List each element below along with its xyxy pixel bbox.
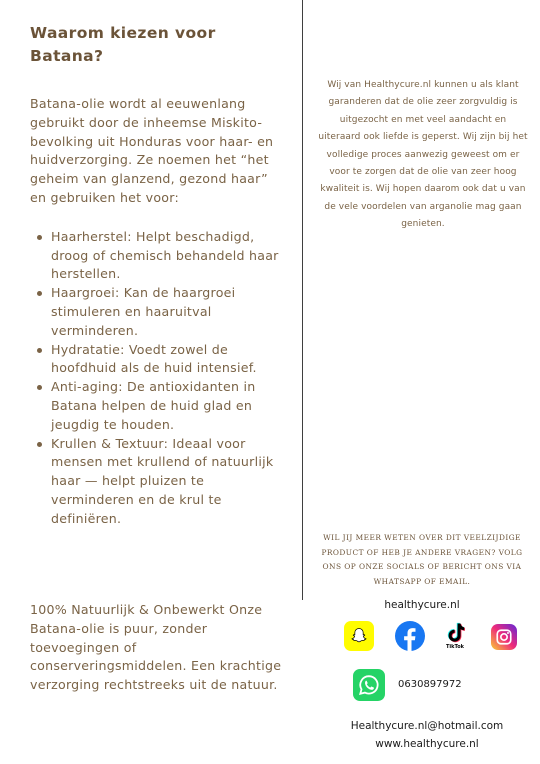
facebook-icon[interactable] — [395, 621, 425, 651]
bullet-icon — [37, 235, 42, 240]
site-link[interactable]: healthycure.nl — [384, 599, 460, 611]
social-icons — [0, 621, 540, 657]
bullet-icon — [37, 348, 42, 353]
list-item: Hydratatie: Voedt zowel de hoofdhuid als de huid intensief. — [30, 341, 288, 379]
list-item: Krullen & Textuur: Ideaal voor mensen met krullend of natuurlijk haar — helpt pluizen te verminderen en de krul te definiëren. — [30, 435, 288, 529]
contact-call-to-action: WIL JIJ MEER WETEN OVER DIT VEELZIJDIGE PRODUCT OF HEB JE ANDERE VRAGEN? VOLG ONS OP ONZE SOCIALS OF BERICHT ONS VIA WHATSAPP OF EMAIL. — [321, 533, 523, 586]
quality-guarantee-text: Wij van Healthycure.nl kunnen u als klant garanderen dat de olie zeer zorgvuldig is uitgezocht en met veel aandacht en uiteraard ook liefde is geperst. Wij zijn bij het volledige proces aanwezig geweest om er voor te zorgen dat de olie van zeer hoog kwaliteit is. Wij hopen daarom ook dat u van de vele voordelen van arganolie mag gaan genieten. — [318, 80, 528, 230]
whatsapp-icon[interactable] — [353, 669, 385, 701]
benefits-list — [30, 228, 288, 529]
website-link[interactable]: www.healthycure.nl — [375, 738, 479, 750]
list-item: Anti-aging: De antioxidanten in Batana helpen de huid glad en jeugdig te houden. — [30, 378, 288, 434]
bullet-icon — [37, 442, 42, 447]
tiktok-label: TikTok — [446, 644, 464, 650]
outro-paragraph: 100% Natuurlijk & Onbewerkt Onze Batana-olie is puur, zonder toevoegingen of conserveringsmiddelen. Een krachtige verzorging rechtstreeks uit de natuur. — [30, 602, 282, 693]
bullet-icon — [37, 291, 42, 296]
intro-paragraph: Batana-olie wordt al eeuwenlang gebruikt door de inheemse Miskito-bevolking uit Honduras voor haar- en huidverzorging. Ze noemen het “het geheim van glanzend, gezond haar” en gebruiken het voor: — [30, 96, 274, 205]
list-item: Haarherstel: Helpt beschadigd, droog of chemisch behandeld haar herstellen. — [30, 228, 288, 284]
left-column — [30, 22, 288, 529]
instagram-icon[interactable] — [491, 624, 517, 650]
tiktok-icon[interactable] — [440, 621, 470, 655]
phone-number[interactable]: 0630897972 — [398, 679, 462, 690]
snapchat-icon[interactable] — [344, 621, 374, 651]
bullet-icon — [37, 385, 42, 390]
list-item: Haargroei: Kan de haargroei stimuleren en haaruitval verminderen. — [30, 284, 288, 340]
page-title: Waarom kiezen voor Batana? — [30, 24, 216, 65]
column-divider — [302, 0, 303, 600]
email-link[interactable]: Healthycure.nl@hotmail.com — [350, 720, 504, 732]
